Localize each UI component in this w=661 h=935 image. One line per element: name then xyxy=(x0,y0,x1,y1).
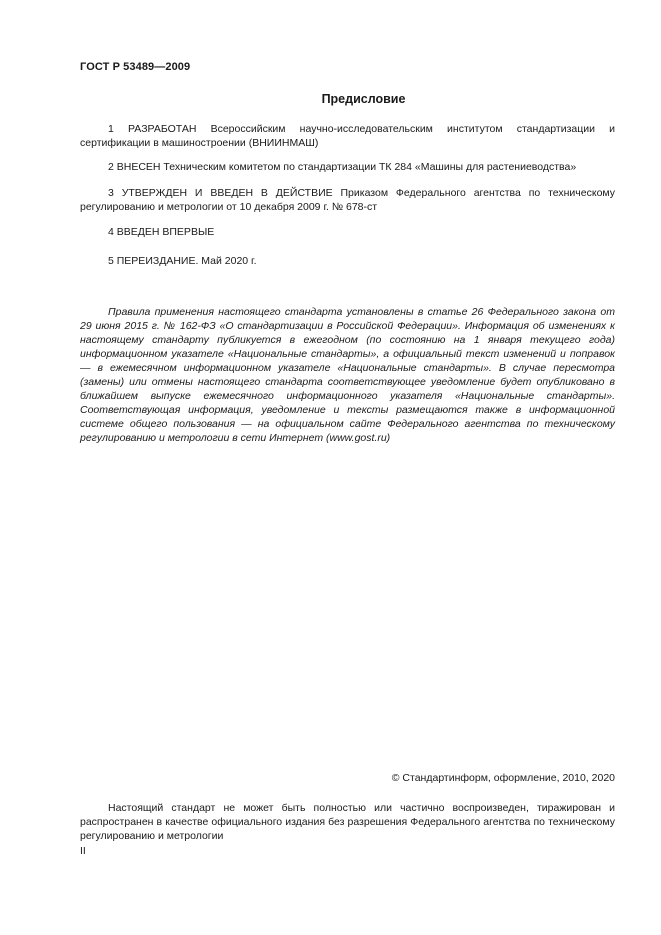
section-title: Предисловие xyxy=(321,92,406,106)
preface-item-4: 4 ВВЕДЕН ВПЕРВЫЕ xyxy=(108,226,215,238)
preface-item-1: 1 РАЗРАБОТАН Всероссийским научно-исследовательским институтом стандартизации и сертификации в машиностроении (ВНИИНМАШ) xyxy=(80,123,615,149)
reproduction-notice: Настоящий стандарт не может быть полностью или частично воспроизведен, тиражирован и распространен в качестве официального издания без разрешения Федерального агентства по техническому регулированию и метрологии xyxy=(80,802,615,842)
preface-item-2: 2 ВНЕСЕН Техническим комитетом по стандартизации ТК 284 «Машины для растениеводства» xyxy=(108,161,577,173)
page-number: II xyxy=(80,845,86,857)
preface-item-5: 5 ПЕРЕИЗДАНИЕ. Май 2020 г. xyxy=(108,255,257,267)
application-notice: Правила применения настоящего стандарта установлены в статье 26 Федерального закона от 29 июня 2015 г. № 162-ФЗ «О стандартизации в Российской Федерации». Информация об изменениях к настоящему стандарту публикуется в ежегодном (по состоянию на 1 января текущего года) информационном указателе «Национальные стандарты», а официальный текст изменений и поправок — в ежемесячном информационном указателе «Национальные стандарты». В случае пересмотра (замены) или отмены настоящего стандарта соответствующее уведомление будет опубликовано в ближайшем выпуске ежемесячного информационного указателя «Национальные стандарты». Соответствующая информация, уведомление и тексты размещаются также в информационной системе общего пользования — на официальном сайте Федерального агентства по техническому регулированию и метрологии в сети Интернет (www.gost.ru) xyxy=(80,306,615,444)
preface-item-3: 3 УТВЕРЖДЕН И ВВЕДЕН В ДЕЙСТВИЕ Приказом Федерального агентства по техническому регулированию и метрологии от 10 декабря 2009 г. № 678-ст xyxy=(80,187,615,213)
copyright-line: © Стандартинформ, оформление, 2010, 2020 xyxy=(391,772,615,784)
document-code: ГОСТ Р 53489—2009 xyxy=(80,61,191,73)
